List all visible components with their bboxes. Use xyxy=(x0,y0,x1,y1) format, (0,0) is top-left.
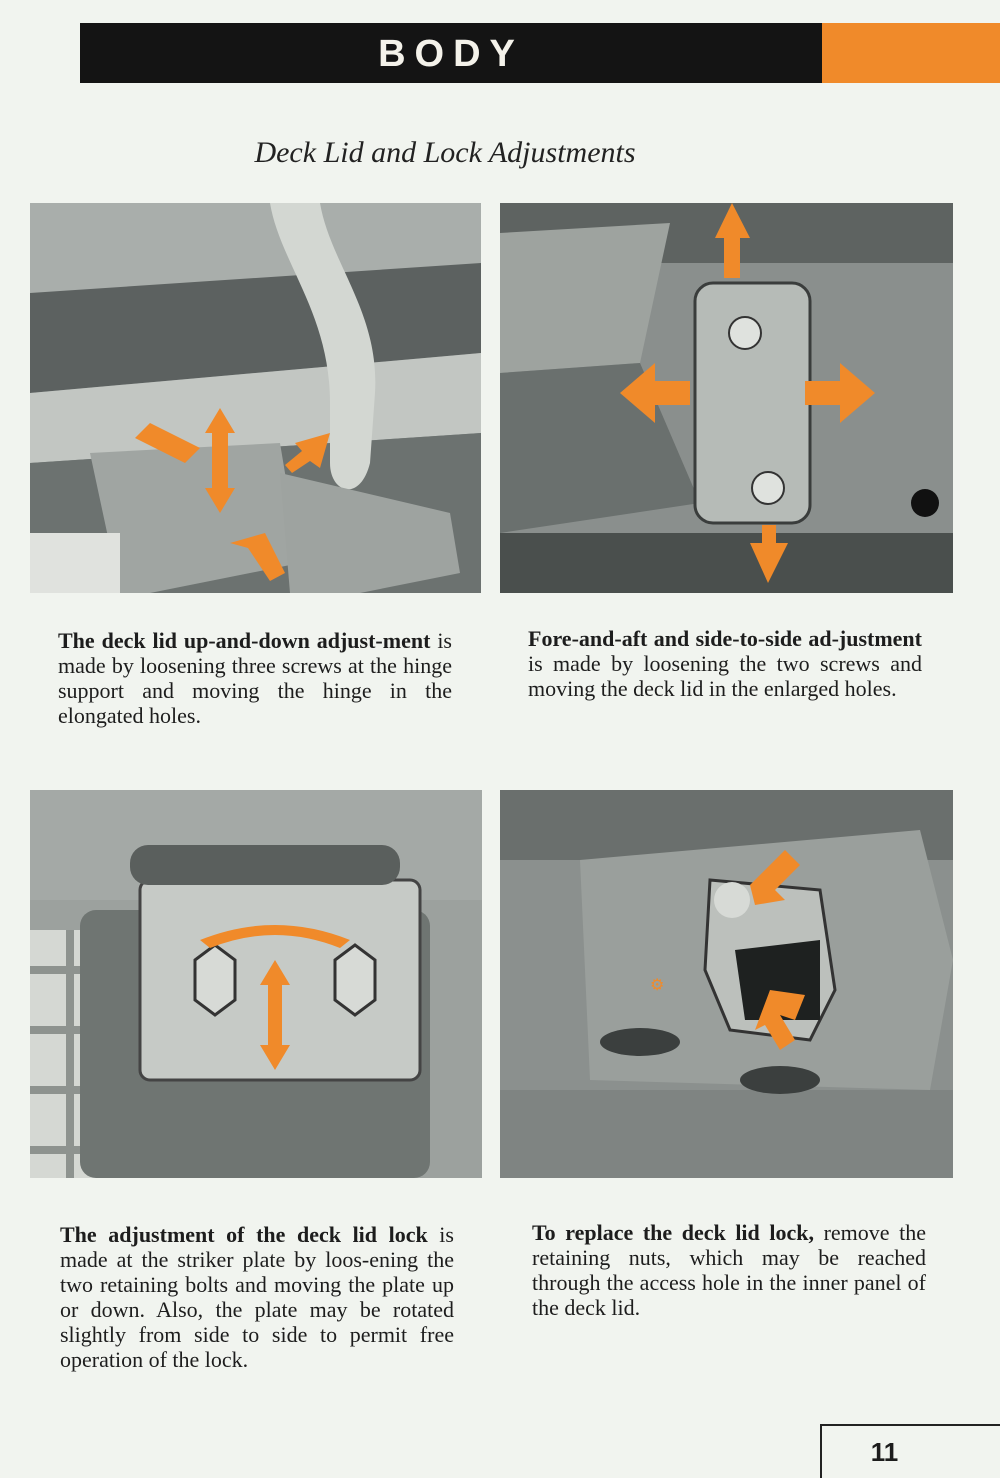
caption-text: is made at the striker plate by loos-ening the two retaining bolts and moving the plate up or down. Also, the plate may be rotated slightly from side to side to permit free operation of the lock. xyxy=(60,1222,454,1372)
caption-text: remove the retaining nuts, which may be reached through the access hole in the inner panel of the deck lid. xyxy=(532,1220,926,1320)
header-accent xyxy=(822,23,1000,83)
caption-fore-aft-adjustment xyxy=(528,626,922,701)
lock-illustration xyxy=(500,790,953,1178)
photo-hinge-support xyxy=(30,203,481,593)
caption-lock-adjustment xyxy=(60,1222,454,1372)
caption-lock-replacement xyxy=(532,1220,926,1320)
photo-deck-lid-lock xyxy=(500,790,953,1178)
hinge-illustration xyxy=(30,203,481,593)
page-number: 11 xyxy=(870,1437,899,1467)
screws-illustration xyxy=(500,203,953,593)
page-number-box xyxy=(820,1424,1000,1478)
photo-hinge-screws xyxy=(500,203,953,593)
decal-icon: ⚙ xyxy=(650,977,665,994)
caption-lead: The deck lid up-and-down adjust-ment xyxy=(58,628,431,653)
caption-lead: Fore-and-aft and side-to-side ad-justment xyxy=(528,626,922,651)
header-bar xyxy=(80,23,822,83)
caption-text: is made by loosening three screws at the hinge support and moving the hinge in the elongated holes. xyxy=(58,628,452,728)
page-subtitle: Deck Lid and Lock Adjustments xyxy=(254,136,636,169)
caption-lead: The adjustment of the deck lid lock xyxy=(60,1222,428,1247)
caption-hinge-adjustment xyxy=(58,628,452,728)
striker-plate-illustration xyxy=(30,790,482,1178)
caption-lead: To replace the deck lid lock, xyxy=(532,1220,814,1245)
caption-text: is made by loosening the two screws and moving the deck lid in the enlarged holes. xyxy=(528,651,922,701)
section-title: BODY xyxy=(378,33,524,75)
photo-striker-plate xyxy=(30,790,482,1178)
